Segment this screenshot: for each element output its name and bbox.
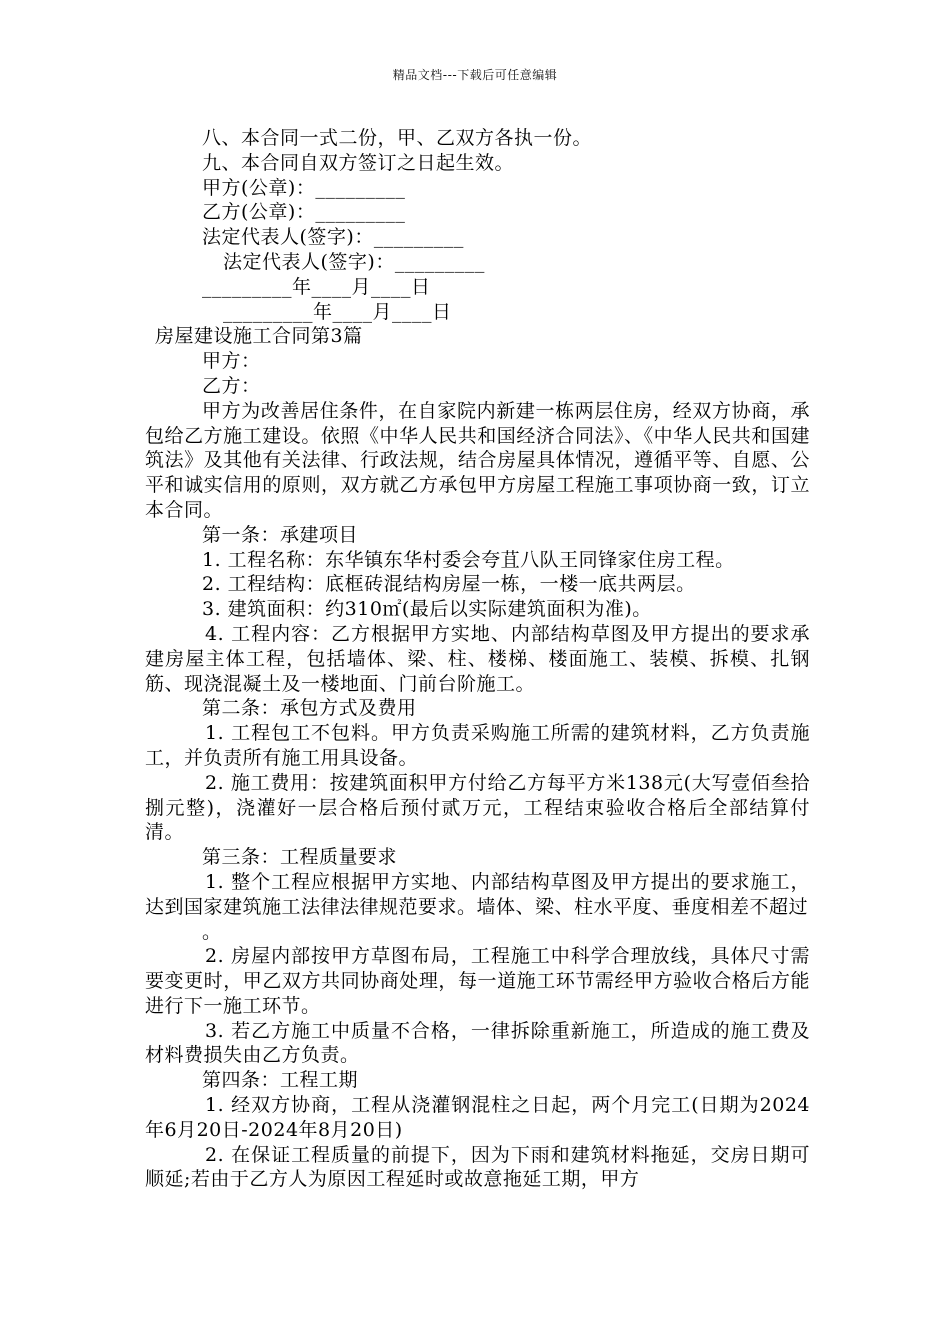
article-2-heading: 第二条：承包方式及费用 — [202, 697, 417, 720]
clause-nine: 九、本合同自双方签订之日起生效。 — [202, 151, 515, 174]
article-1-item-3: 3. 建筑面积：约310㎡(最后以实际建筑面积为准)。 — [202, 598, 652, 621]
article-1-item-2: 2. 工程结构：底框砖混结构房屋一栋，一楼一底共两层。 — [202, 573, 696, 596]
article-1-heading: 第一条：承建项目 — [202, 523, 359, 546]
article-1-item-4: 4. 工程内容：乙方根据甲方实地、内部结构草图及甲方提出的要求承建房屋主体工程，包括墙体、梁、柱、楼梯、楼面施工、装模、拆模、扎钢筋、现浇混凝土及一楼地面、门前台阶施工。 — [145, 622, 810, 695]
article-3-item-3: 3. 若乙方施工中质量不合格，一律拆除重新施工，所造成的施工费及材料费损失由乙方负责。 — [145, 1019, 810, 1067]
preamble-paragraph: 甲方为改善居住条件，在自家院内新建一栋两层住房，经双方协商，承包给乙方施工建设。依照《中华人民共和国经济合同法》、《中华人民共和国建筑法》及其他有关法律、行政法规，结合房屋具体情况，遵循平等、自愿、公平和诚实信用的原则，双方就乙方承包甲方房屋工程施工事项协商一致，订立本合同。 — [145, 399, 810, 521]
clause-eight: 八、本合同一式二份，甲、乙双方各执一份。 — [202, 127, 593, 149]
party-a-label: 甲方： — [202, 350, 261, 373]
article-2-item-2: 2. 施工费用：按建筑面积甲方付给乙方每平方米138元(大写壹佰叁拾捌元整)，浇灌好一层合格后预付贰万元，工程结束验收合格后全部结算付清。 — [145, 771, 810, 844]
party-b-label: 乙方： — [202, 374, 261, 397]
article-3-item-2: 2. 房屋内部按甲方草图布局，工程施工中科学合理放线，具体尺寸需要变更时，甲乙双方共同协商处理，每一道施工环节需经甲方验收合格后方能进行下一施工环节。 — [145, 945, 810, 1017]
legal-rep-signature-a: 法定代表人(签字)：_________ — [202, 226, 464, 249]
party-a-seal-line: 甲方(公章)：_________ — [202, 176, 406, 199]
document-body — [145, 126, 810, 1192]
article-1-item-1: 1. 工程名称：东华镇东华村委会夸苴八队王同锋家住房工程。 — [202, 548, 735, 571]
party-b-seal-line: 乙方(公章)：_________ — [202, 201, 406, 224]
article-4-item-2: 2. 在保证工程质量的前提下，因为下雨和建筑材料拖延，交房日期可顺延;若由于乙方人为原因工程延时或故意拖延工期，甲方 — [145, 1143, 810, 1191]
article-3-item-1: 1. 整个工程应根据甲方实地、内部结构草图及甲方提出的要求施工，达到国家建筑施工法律法律规范要求。墙体、梁、柱水平度、垂度相差不超过 — [145, 870, 810, 918]
article-4-heading: 第四条：工程工期 — [202, 1069, 359, 1092]
contract-title: 房屋建设施工合同第3篇 — [155, 325, 363, 348]
date-line-a: _________年____月____日 — [202, 275, 431, 298]
date-line-b: _________年____月____日 — [223, 300, 452, 323]
article-4-item-1: 1. 经双方协商，工程从浇灌钢混柱之日起，两个月完工(日期为2024年6月20日-2024年8月20日) — [145, 1094, 810, 1141]
article-2-item-1: 1. 工程包工不包料。甲方负责采购施工所需的建筑材料，乙方负责施工，并负责所有施工用具设备。 — [145, 722, 810, 769]
article-3-item-1-tail: 。 — [202, 920, 222, 943]
page-header: 精品文档---下载后可任意编辑 — [392, 68, 558, 82]
legal-rep-signature-b: 法定代表人(签字)：_________ — [223, 250, 485, 273]
article-3-heading: 第三条：工程质量要求 — [202, 846, 398, 869]
